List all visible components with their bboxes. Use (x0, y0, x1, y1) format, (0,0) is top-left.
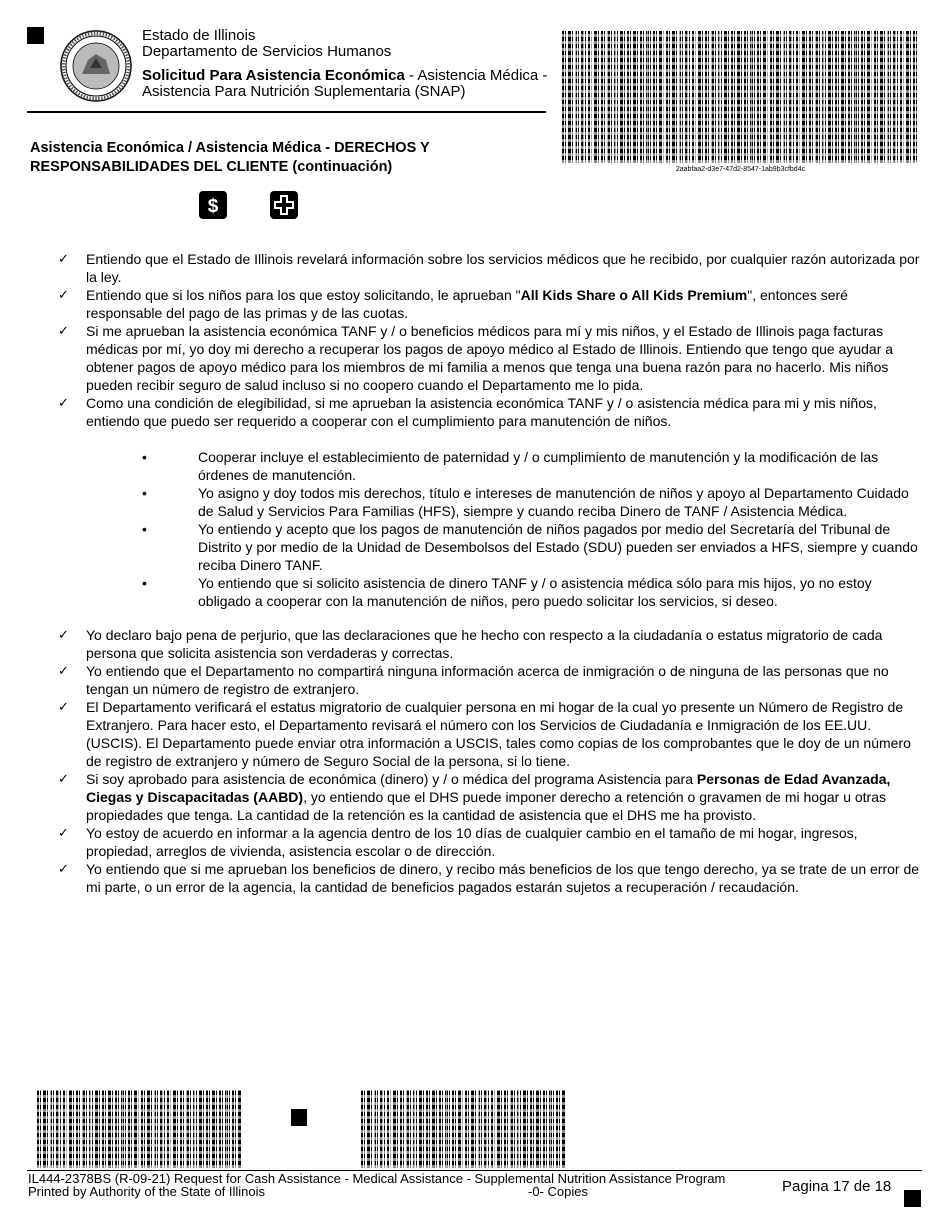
bullet-icon: • (142, 485, 147, 501)
cash-assistance-icon (199, 191, 227, 219)
form-title-bold: Solicitud Para Asistencia Económica (142, 67, 405, 84)
form-title-rest: - Asistencia Médica -Asistencia Para Nutrición Suplementaria (SNAP) (142, 67, 548, 100)
rights-responsibilities-content (56, 250, 922, 896)
checkmark-icon: ✓ (58, 771, 69, 786)
checkmark-icon: ✓ (58, 251, 69, 266)
bullet-item: • Yo asigno y doy todos mis derechos, título e intereses de manutención de niños y apoyo al Departamento Cuidado de Salud y Servicios Para Familias (HFS), siempre y cuando reciba Dinero de TANF / Asistencia Médica. (142, 485, 909, 519)
checkmark-icon: ✓ (58, 323, 69, 338)
pdf417-barcode-top (562, 31, 919, 163)
form-title (142, 68, 552, 100)
list-item: ✓ Yo entiendo que si me aprueban los beneficios de dinero, y recibo más beneficios de los que tengo derecho, ya se trate de un error de mi parte, o un error de la agencia, la cantidad de beneficios pagados estarán sujetos a recuperación / recaudación. (58, 861, 920, 895)
pdf417-barcode-bottom-right (361, 1090, 566, 1168)
svg-text:$: $ (207, 196, 219, 216)
bullet-item: • Yo entiendo que si solicito asistencia de dinero TANF y / o asistencia médica sólo para mis hijos, yo no estoy obligado a cooperar con la manutención de niños, pero puedo solicitar los servicios, si deseo. (142, 575, 872, 609)
list-item: ✓ Si me aprueban la asistencia económica TANF y / o beneficios médicos para mí y mis niños, y el Estado de Illinois paga facturas médicas por mí, yo doy mi derecho a recuperar los pagos de apoyo médico al Estado de Illinois. Entiendo que tengo que ayudar a obtener pagos de apoyo médico para los miembros de mi familia a menos que tenga una buena razón para no hacerlo. Mis niños pueden recibir seguro de salud incluso si no coopero cuando el Departamento me lo pida. (58, 323, 894, 393)
footer-copies: -0- Copies (528, 1184, 588, 1199)
list-item: ✓ Yo declaro bajo pena de perjurio, que las declaraciones que he hecho con respecto a la ciudadanía o estatus migratorio de cada persona que solicita asistencia son verdaderas y correctas. (58, 627, 883, 661)
footer-form-info (28, 1172, 725, 1198)
list-item: ✓ Yo entiendo que el Departamento no compartirá ninguna información acerca de inmigración o de ninguna de las personas que no tengan un número de registro de extranjero. (58, 663, 889, 697)
bullet-item: • Yo entiendo y acepto que los pagos de manutención de niños pagados por medio del Secretaría del Tribunal de Distrito y por medio de la Unidad de Desembolsos del Estado (SDU) pueden ser enviados a HFS, siempre y cuando reciba Dinero TANF. (142, 521, 918, 573)
bullet-item: • Cooperar incluye el establecimiento de paternidad y / o cumplimiento de manutención y la modificación de las órdenes de manutención. (142, 449, 879, 483)
checkmark-icon: ✓ (58, 699, 69, 714)
child-support-bullets (56, 448, 922, 610)
list-item: ✓ Como una condición de elegibilidad, si me aprueban la asistencia económica TANF y / o asistencia médica para mi y mis niños, entiendo que puedo ser requerido a cooperar con el cumplimiento para manutención de niños. (58, 395, 877, 429)
checkmark-icon: ✓ (58, 287, 69, 302)
list-item: ✓ Si soy aprobado para asistencia de económica (dinero) y / o médica del programa Asistencia para Personas de Edad Avanzada, Ciegas y Discapacitadas (AABD), yo entiendo que el DHS puede imponer derecho a retención o gravamen de mi hogar u otras propiedades que tenga. La cantidad de la retención es la cantidad de asistencia que el DHS me ha provisto. (58, 771, 891, 823)
list-item: ✓ Yo estoy de acuerdo en informar a la agencia dentro de los 10 días de cualquier cambio en el tamaño de mi hogar, ingresos, propiedad, arreglos de vivienda, asistencia escolar o de dirección. (58, 825, 858, 859)
checkmark-icon: ✓ (58, 861, 69, 876)
footer-printed-by: Printed by Authority of the State of Illinois (28, 1184, 266, 1199)
barcode-id-text: 2aabfaa2-d3e7-47d2-8547-1ab9b3cfbd4c (675, 166, 806, 173)
list-item: ✓ Entiendo que si los niños para los que estoy solicitando, le aprueban "All Kids Share o All Kids Premium", entonces seré responsable del pago de las primas y de las cuotas. (58, 287, 848, 321)
checkmark-icon: ✓ (58, 663, 69, 678)
registration-mark-bottom-right (904, 1190, 921, 1207)
footer-form-line: IL444-2378BS (R-09-21) Request for Cash Assistance - Medical Assistance - Supplemental Nutrition Assistance Program (28, 1171, 726, 1186)
bullet-icon: • (142, 575, 147, 591)
pdf417-barcode-bottom-left (37, 1090, 242, 1168)
department-name: Departamento de Servicios Humanos (142, 43, 392, 60)
medical-assistance-icon (270, 191, 298, 219)
checkmark-icon: ✓ (58, 825, 69, 840)
list-item: ✓ El Departamento verificará el estatus migratorio de cualquier persona en mi hogar de la cual yo presente un Número de Registro de Extranjero. Para hacer esto, el Departamento revisará el número con los Servicios de Ciudadanía e Inmigración de los EE.UU. (USCIS). El Departamento puede enviar otra información a USCIS, tales como copias de los comprobantes que le doy de un número de registro de extranjero y número de Seguro Social de la persona, si lo tiene. (58, 699, 911, 769)
header-divider (27, 111, 546, 113)
page-number: Pagina 17 de 18 (782, 1178, 892, 1195)
bullet-icon: • (142, 449, 147, 465)
state-name: Estado de Illinois (142, 27, 256, 44)
bullet-icon: • (142, 521, 147, 537)
registration-mark-bottom-center (291, 1109, 307, 1126)
registration-mark-top-left (27, 27, 44, 44)
section-title: Asistencia Económica / Asistencia Médica - DERECHOS Y RESPONSABILIDADES DEL CLIENTE (continuación) (30, 140, 430, 175)
list-item: ✓ Entiendo que el Estado de Illinois revelará información sobre los servicios médicos que he recibido, por cualquier razón autorizada por la ley. (58, 251, 920, 285)
checkmark-icon: ✓ (58, 395, 69, 410)
checkmark-icon: ✓ (58, 627, 69, 642)
illinois-seal-icon (60, 30, 132, 102)
